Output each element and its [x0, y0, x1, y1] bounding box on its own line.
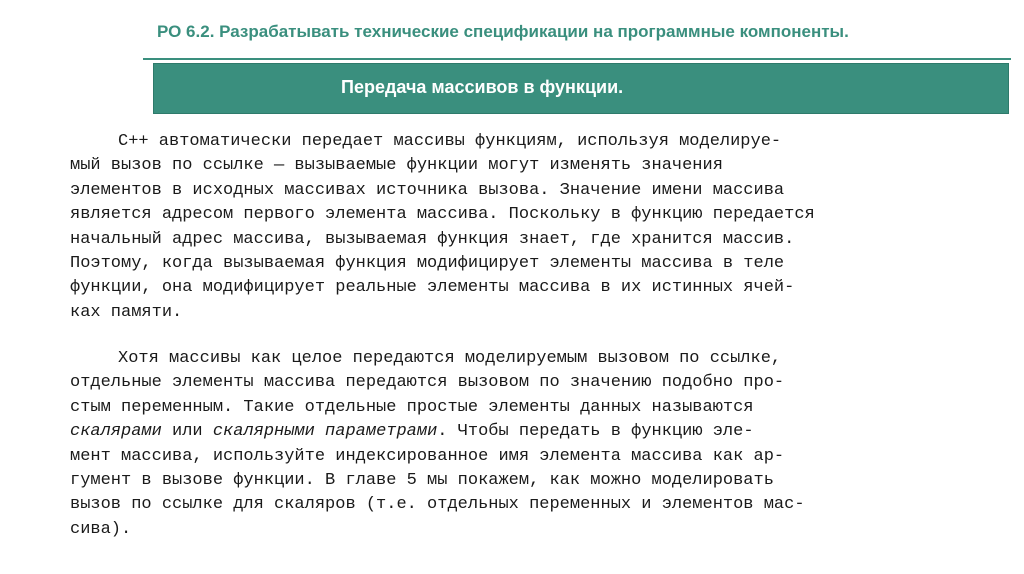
text-line: отдельные элементы массива передаются вызовом по значению подобно про- — [70, 373, 785, 393]
term-scalars: скалярами — [70, 422, 162, 442]
text-fragment: . Чтобы передать в функцию эле- — [437, 422, 754, 442]
text-line: элементов в исходных массивах источника вызова. Значение имени массива — [70, 180, 785, 200]
text-line: ках памяти. — [70, 302, 183, 322]
text-line: гумент в вызове функции. В главе 5 мы покажем, как можно моделировать — [70, 471, 774, 491]
text-line: начальный адрес массива, вызываемая функция знает, где хранится массив. — [70, 229, 795, 249]
paragraph-2 — [70, 347, 940, 542]
text-line: сива). — [70, 519, 132, 539]
term-scalar-parameters: скалярными параметрами — [212, 422, 438, 442]
text-line: Поэтому, когда вызываемая функция модифицирует элементы массива в теле — [70, 254, 785, 274]
slide-header-title: РО 6.2. Разрабатывать технические спецификации на программные компоненты. — [157, 22, 849, 41]
text-line: мый вызов по ссылке — вызываемые функции могут изменять значения — [70, 156, 723, 176]
text-line: С++ автоматически передает массивы функциям, используя моделируе- — [118, 132, 782, 151]
text-line: вызов по ссылке для скаляров (т.е. отдельных переменных и элементов мас- — [70, 495, 805, 515]
banner-title: Передача массивов в функции. — [341, 77, 624, 97]
header-divider — [143, 58, 1011, 60]
text-line: мент массива, используйте индексированное имя элемента массива как ар- — [70, 446, 785, 466]
text-fragment: или — [161, 422, 213, 442]
paragraph-1 — [70, 130, 940, 325]
text-line — [70, 420, 940, 444]
text-line: является адресом первого элемента массива. Поскольку в функцию передается — [70, 205, 815, 225]
section-banner — [153, 63, 1009, 114]
text-line: стым переменным. Такие отдельные простые элементы данных называются — [70, 397, 754, 417]
text-line: функции, она модифицирует реальные элементы массива в их истинных ячей- — [70, 278, 795, 298]
text-line: Хотя массивы как целое передаются моделируемым вызовом по ссылке, — [118, 349, 782, 368]
